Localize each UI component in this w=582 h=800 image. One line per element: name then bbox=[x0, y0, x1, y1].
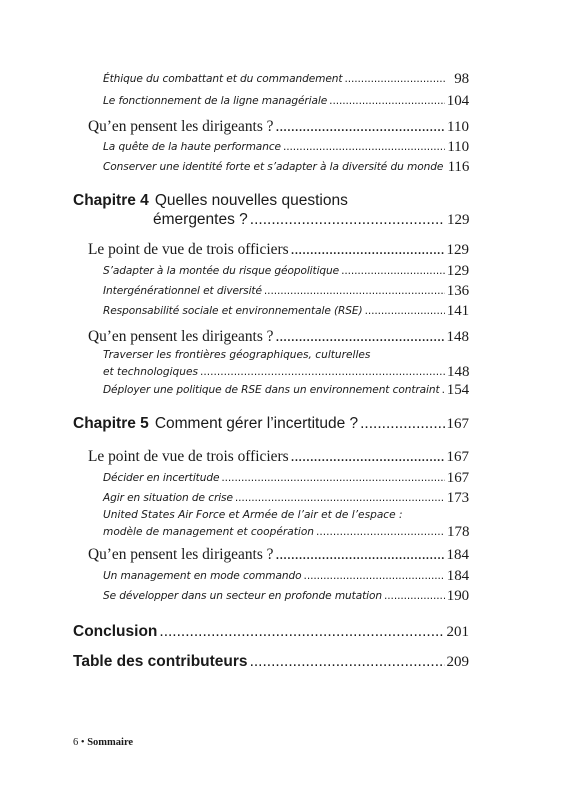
toc-section-page: 167 bbox=[446, 449, 469, 465]
toc-section bbox=[88, 118, 469, 136]
toc-entry-page: 184 bbox=[446, 568, 469, 584]
chapter-title: Comment gérer l’incertitude ? bbox=[154, 415, 359, 432]
toc-entry bbox=[103, 587, 469, 604]
toc-section-title: Qu’en pensent les dirigeants ? bbox=[88, 118, 274, 135]
toc-entry-page: 173 bbox=[446, 490, 469, 506]
chapter-title: Quelles nouvelles questions bbox=[154, 192, 348, 209]
toc-entry-title: Un management en mode commando bbox=[103, 570, 302, 582]
chapter-title: Conclusion bbox=[73, 623, 158, 640]
toc-entry bbox=[103, 138, 469, 155]
toc-section bbox=[88, 546, 469, 564]
footer-section-title: Sommaire bbox=[87, 737, 134, 748]
chapter-heading bbox=[73, 192, 348, 210]
toc-entry-page: 136 bbox=[446, 283, 469, 299]
toc-entry-title: Agir en situation de crise bbox=[103, 492, 233, 504]
toc-entry-title-continued: et technologiques bbox=[103, 366, 199, 378]
toc-entry-page: 110 bbox=[447, 139, 469, 155]
toc-entry-title: Traverser les frontières géographiques, culturelles bbox=[103, 349, 371, 361]
toc-section bbox=[88, 448, 469, 466]
toc-entry-title: Conserver une identité forte et s’adapter à la diversité du monde bbox=[103, 161, 444, 173]
toc-entry-page: 129 bbox=[446, 263, 469, 279]
toc-entry bbox=[103, 567, 469, 584]
leader-dots bbox=[275, 546, 444, 564]
toc-entry-title: Éthique du combattant et du commandement bbox=[103, 73, 343, 85]
leader-dots bbox=[275, 118, 445, 136]
toc-section-title: Le point de vue de trois officiers bbox=[88, 448, 289, 465]
toc-entry-title: La quête de la haute performance bbox=[103, 141, 281, 153]
toc-entry bbox=[103, 381, 469, 398]
toc-entry-page: 154 bbox=[446, 382, 469, 398]
leader-dots bbox=[329, 95, 445, 107]
leader-dots bbox=[365, 305, 445, 317]
toc-section-page: 129 bbox=[446, 242, 469, 258]
toc-chapter bbox=[73, 415, 469, 433]
toc-entry-page: 167 bbox=[446, 470, 469, 486]
leader-dots bbox=[442, 384, 445, 396]
leader-dots bbox=[283, 141, 445, 153]
toc-entry-title: Déployer une politique de RSE dans un environnement contraint bbox=[103, 384, 440, 396]
toc-entry-page: 98 bbox=[454, 71, 469, 87]
toc-entry-title: Responsabilité sociale et environnementale (RSE) bbox=[103, 305, 363, 317]
toc-entry-page: 104 bbox=[446, 93, 469, 109]
chapter-number: Chapitre 5 bbox=[73, 415, 149, 432]
footer-page-number: 6 bbox=[73, 737, 79, 748]
leader-dots bbox=[341, 265, 445, 277]
toc-entry-title: Le fonctionnement de la ligne managériale bbox=[103, 95, 328, 107]
leader-dots bbox=[275, 328, 444, 346]
leader-dots bbox=[264, 285, 445, 297]
toc-entry-continuation bbox=[103, 523, 469, 540]
leader-dots bbox=[384, 590, 445, 602]
chapter-number: Chapitre 4 bbox=[73, 192, 149, 209]
toc-entry bbox=[103, 92, 469, 109]
chapter-page: 201 bbox=[446, 624, 469, 640]
toc-entry-title-continued: modèle de management et coopération bbox=[103, 526, 315, 538]
chapter-page: 209 bbox=[446, 654, 469, 670]
leader-dots bbox=[291, 448, 445, 466]
toc-entry-continuation bbox=[103, 363, 469, 380]
leader-dots bbox=[159, 623, 444, 641]
toc-entry bbox=[103, 489, 469, 506]
toc-entry-page: 141 bbox=[446, 303, 469, 319]
leader-dots bbox=[235, 492, 445, 504]
toc-section-title: Le point de vue de trois officiers bbox=[88, 241, 289, 258]
page-footer bbox=[73, 737, 133, 748]
toc-section-page: 184 bbox=[446, 547, 469, 563]
toc-entry-page: 116 bbox=[447, 159, 470, 175]
toc-section bbox=[88, 241, 469, 259]
leader-dots bbox=[221, 472, 444, 484]
toc-entry bbox=[103, 262, 469, 279]
toc-entry bbox=[103, 158, 469, 175]
footer-separator: • bbox=[80, 737, 85, 748]
chapter-title-continued: émergentes ? bbox=[153, 211, 248, 228]
leader-dots bbox=[304, 570, 445, 582]
toc-section-title: Qu’en pensent les dirigeants ? bbox=[88, 328, 274, 345]
toc-entry bbox=[103, 469, 469, 486]
leader-dots bbox=[291, 241, 445, 259]
toc-entry-page: 178 bbox=[447, 524, 470, 540]
chapter-page: 129 bbox=[447, 212, 470, 228]
chapter-heading bbox=[73, 415, 358, 433]
toc-entry-page: 148 bbox=[447, 364, 470, 380]
toc-entry-title: S’adapter à la montée du risque géopolitique bbox=[103, 265, 340, 277]
chapter-title: Table des contributeurs bbox=[73, 653, 248, 670]
toc-entry-page: 190 bbox=[446, 588, 469, 604]
toc-entry-title: Décider en incertitude bbox=[103, 472, 220, 484]
toc-chapter bbox=[73, 623, 469, 641]
toc-entry-title: United States Air Force et Armée de l’air et de l’espace : bbox=[103, 509, 403, 521]
chapter-heading-continuation bbox=[153, 211, 469, 229]
toc-section-page: 148 bbox=[446, 329, 469, 345]
toc-chapter bbox=[73, 653, 469, 671]
chapter-page: 167 bbox=[446, 416, 469, 432]
toc-entry bbox=[103, 70, 469, 87]
toc-entry-title: Se développer dans un secteur en profonde mutation bbox=[103, 590, 383, 602]
leader-dots bbox=[360, 415, 444, 433]
leader-dots bbox=[250, 211, 445, 229]
leader-dots bbox=[316, 526, 445, 538]
toc-entry bbox=[103, 282, 469, 299]
toc-section bbox=[88, 328, 469, 346]
leader-dots bbox=[344, 73, 445, 85]
toc-section-page: 110 bbox=[447, 119, 469, 135]
toc-entry-title: Intergénérationnel et diversité bbox=[103, 285, 262, 297]
toc-section-title: Qu’en pensent les dirigeants ? bbox=[88, 546, 274, 563]
toc-entry bbox=[103, 302, 469, 319]
leader-dots bbox=[250, 653, 445, 671]
leader-dots bbox=[200, 366, 445, 378]
